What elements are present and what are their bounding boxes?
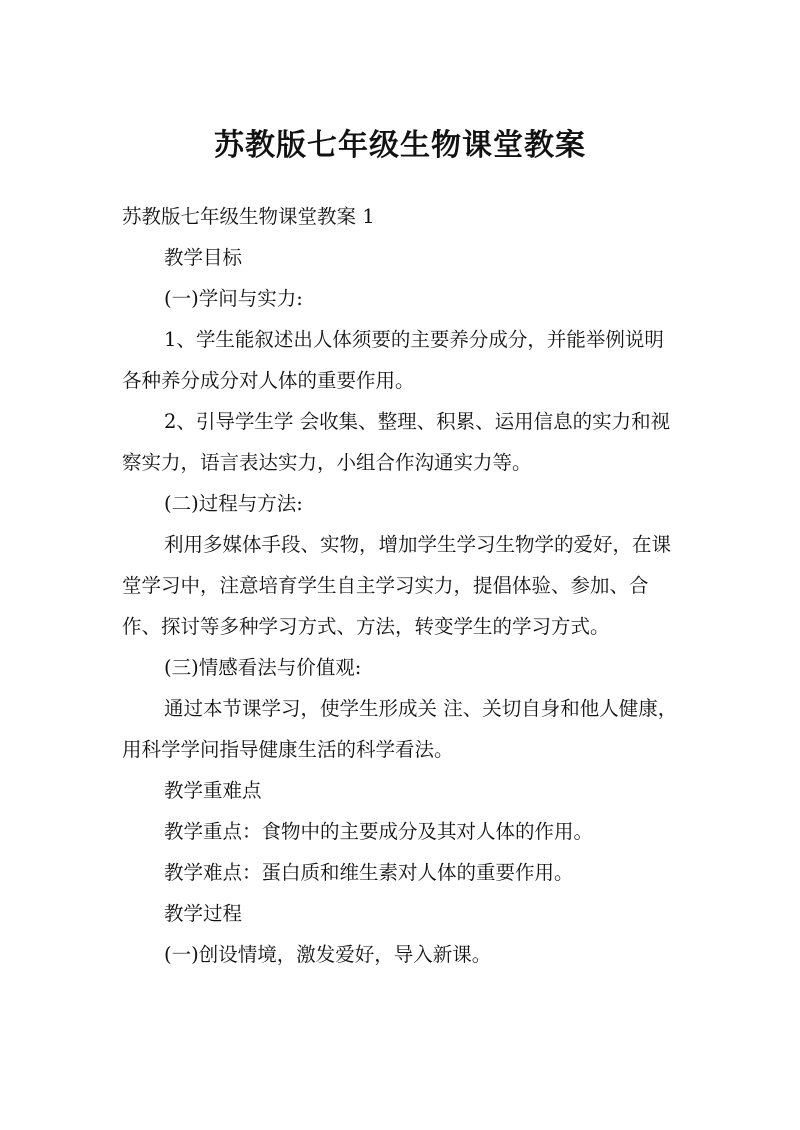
section-heading-knowledge: (一)学问与实力: [164, 287, 303, 310]
paragraph-goal-2: 2、引导学生学 会收集、整理、积累、运用信息的实力和视察实力，语言表达实力，小组合作沟通实力等。 [122, 410, 671, 474]
paragraph-difficult-point: 教学难点：蛋白质和维生素对人体的重要作用。 [164, 861, 574, 884]
heading-teaching-goals: 教学目标 [164, 246, 243, 269]
document-title: 苏教版七年级生物课堂教案 [214, 128, 586, 163]
paragraph-step-1: (一)创设情境，激发爱好，导入新课。 [164, 943, 492, 966]
paragraph-key-point: 教学重点：食物中的主要成分及其对人体的作用。 [164, 820, 594, 843]
section-heading-process: (二)过程与方法: [164, 492, 303, 515]
heading-key-points: 教学重难点 [164, 779, 262, 802]
paragraph-goal-1: 1、学生能叙述出人体须要的主要养分成分，并能举例说明各种养分成分对人体的重要作用。 [122, 328, 664, 392]
paragraph-attitude: 通过本节课学习，使学生形成关 注、关切自身和他人健康，用科学学问指导健康生活的科学看法。 [122, 697, 678, 761]
document-body [122, 196, 682, 975]
document-subtitle: 苏教版七年级生物课堂教案 1 [122, 205, 375, 228]
paragraph-process: 利用多媒体手段、实物，增加学生学习生物学的爱好，在课堂学习中，注意培育学生自主学习实力，提倡体验、参加、合作、探讨等多种学习方式、方法，转变学生的学习方式。 [122, 533, 672, 638]
section-heading-attitude: (三)情感看法与价值观: [164, 656, 362, 679]
heading-teaching-process: 教学过程 [164, 902, 243, 925]
